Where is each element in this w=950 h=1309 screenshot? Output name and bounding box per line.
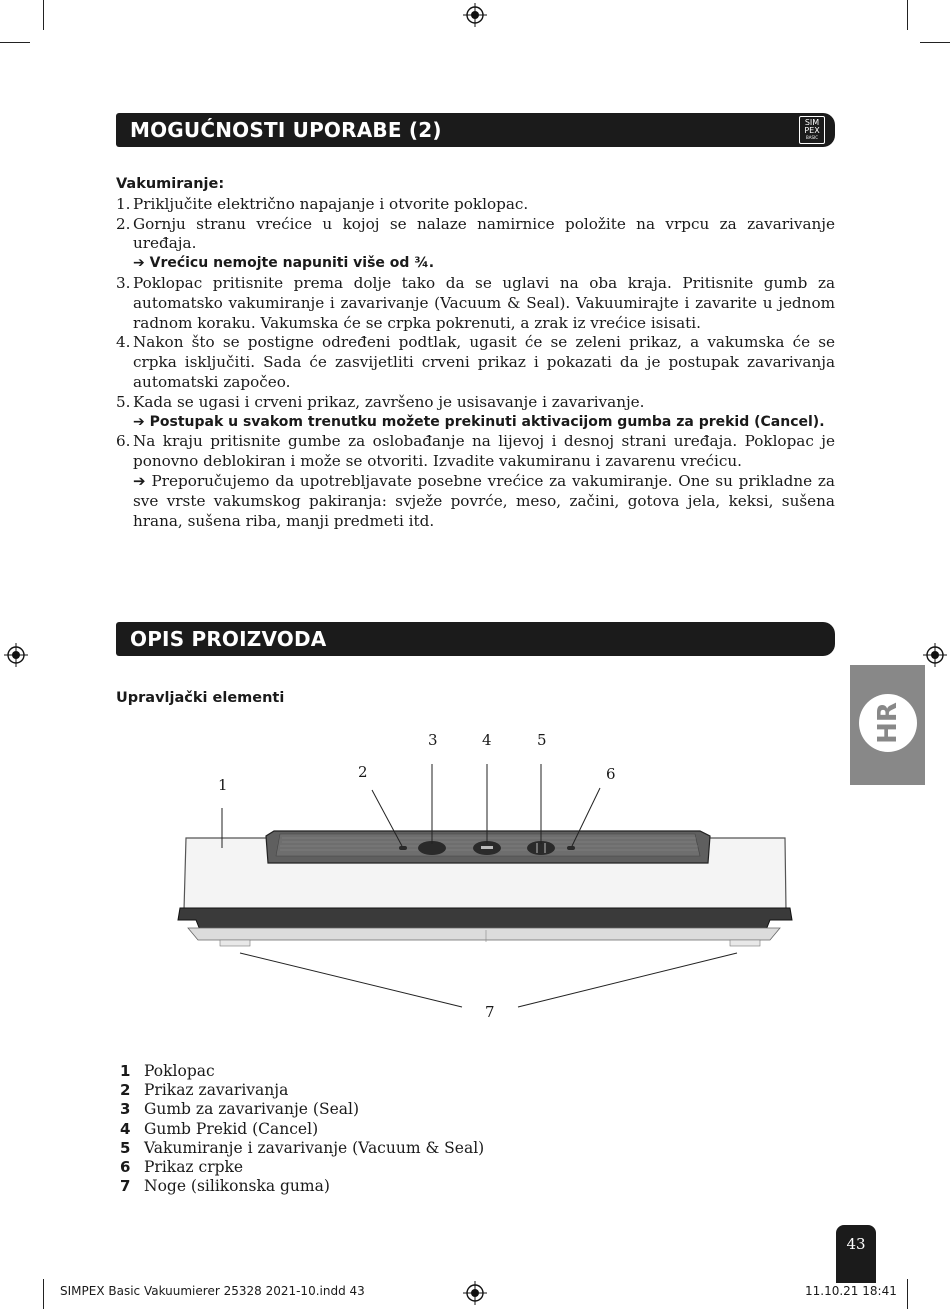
subheading: Upravljački elementi — [116, 690, 285, 706]
device-foot — [730, 940, 760, 946]
step-text: Poklopac pritisnite prema dolje tako da se uglavi na oba kraja. Pritisnite gumb za automatsko vakumiranje i zavarivanje (Vacuum & Seal). Vakuumirajte i zavarite u jednom radnom koraku. Vakumska će se crpka pokrenuti, a zrak iz vrećice isisati. — [133, 273, 835, 332]
legend-item — [120, 1158, 484, 1177]
registration-mark-icon — [923, 643, 947, 667]
subheading: Vakumiranje: — [116, 176, 225, 192]
step-text: Gornju stranu vrećice u kojoj se nalaze namirnice položite na vrpcu za zavarivanje uređaja. — [133, 214, 835, 253]
legend-number: 6 — [120, 1158, 131, 1177]
step-number: 2. — [116, 214, 131, 233]
legend-item — [120, 1139, 484, 1158]
legend-number: 1 — [120, 1062, 131, 1080]
section-header — [116, 113, 835, 147]
registration-mark-icon — [463, 3, 487, 27]
logo-text: BASIC — [806, 135, 818, 140]
legend-number: 3 — [120, 1100, 131, 1119]
list-item — [116, 195, 835, 215]
legend-item — [120, 1081, 484, 1100]
legend-item — [120, 1062, 484, 1081]
crop-mark — [0, 42, 30, 43]
seal-indicator — [399, 846, 407, 850]
registration-mark-icon — [4, 643, 28, 667]
list-item — [116, 432, 835, 472]
legend-label: Vakumiranje i zavarivanje (Vacuum & Seal) — [144, 1138, 485, 1157]
callout-5: 5 — [537, 731, 547, 749]
legend-item — [120, 1100, 484, 1119]
logo-text: PEX — [804, 126, 820, 135]
note: ➔ Postupak u svakom trenutku možete prekinuti aktivacijom gumba za prekid (Cancel). — [133, 413, 825, 430]
step-text: Kada se ugasi i crveni prikaz, završeno je usisavanje i zavarivanje. — [133, 392, 645, 411]
footer-timestamp: 11.10.21 18:41 — [805, 1284, 897, 1298]
legend-number: 4 — [120, 1119, 131, 1138]
callout-6: 6 — [606, 765, 616, 783]
registration-mark-icon — [463, 1281, 487, 1305]
callout-1: 1 — [218, 776, 228, 794]
legend-item — [120, 1177, 484, 1196]
legend-label: Noge (silikonska guma) — [144, 1177, 330, 1196]
step-number: 4. — [116, 333, 131, 352]
legend-number: 2 — [120, 1081, 131, 1100]
callout-7: 7 — [485, 1003, 495, 1021]
callout-3: 3 — [428, 731, 438, 749]
device-foot — [220, 940, 250, 946]
list-item — [116, 215, 835, 255]
legend-number: 7 — [120, 1177, 131, 1196]
language-tab — [850, 665, 925, 785]
legend-label: Gumb Prekid (Cancel) — [144, 1119, 319, 1138]
note: ➔ Vrećicu nemojte napuniti više od ¾. — [133, 255, 435, 272]
note: ➔ Preporučujemo da upotrebljavate posebne vrećice za vakumiranje. One su prikladne za sve vrste vakumskog pakiranja: svježe povrće, meso, začini, gotova jela, keksi, sušena hrana, sušena riba, manji predmeti itd. — [133, 471, 835, 530]
crop-mark — [43, 1279, 44, 1309]
legend-label: Poklopac — [144, 1062, 215, 1080]
step-number: 5. — [116, 392, 131, 411]
step-number: 3. — [116, 273, 131, 292]
device-illustration — [170, 760, 810, 1020]
step-text: Na kraju pritisnite gumbe za oslobađanje na lijevoj i desnoj strani uređaja. Poklopac je ponovno deblokiran i može se otvoriti. Izvadite vakumiranu i zavarenu vrećicu. — [133, 432, 835, 471]
legend-label: Prikaz crpke — [144, 1158, 244, 1177]
step-text: Priključite električno napajanje i otvorite poklopac. — [133, 194, 529, 213]
legend-label: Prikaz zavarivanja — [144, 1081, 289, 1100]
crop-mark — [920, 42, 950, 43]
page-number: 43 — [836, 1225, 876, 1283]
callout-4: 4 — [482, 731, 492, 749]
section-title: MOGUĆNOSTI UPORABE (2) — [130, 118, 442, 142]
section-header — [116, 622, 835, 656]
list-item — [116, 274, 835, 333]
instructions — [116, 175, 835, 531]
section-title: OPIS PROIZVODA — [130, 627, 327, 651]
simpex-logo — [799, 116, 825, 144]
legend-item — [120, 1120, 484, 1139]
step-number: 1. — [116, 194, 131, 213]
list-item — [116, 393, 835, 413]
legend-number: 5 — [120, 1138, 131, 1157]
device-band — [178, 908, 792, 930]
language-badge — [859, 694, 917, 752]
legend-label: Gumb za zavarivanje (Seal) — [144, 1100, 359, 1119]
step-number: 6. — [116, 432, 131, 451]
logo-text: SIM — [804, 118, 820, 127]
crop-mark — [907, 1279, 908, 1309]
crop-mark — [907, 0, 908, 30]
crop-mark — [43, 0, 44, 30]
step-text: Nakon što se postigne određeni podtlak, ugasit će se zeleni prikaz, a vakumska će se crpka isključiti. Sada će zasvijetliti crveni prikaz i pokazati da je postupak zavarivanja automatski započeo. — [133, 333, 835, 391]
language-code: HR — [873, 702, 903, 744]
pump-indicator — [567, 846, 575, 850]
parts-legend — [120, 1062, 484, 1196]
list-item — [116, 333, 835, 392]
callout-2: 2 — [358, 763, 368, 781]
footer-filename: SIMPEX Basic Vakuumierer 25328 2021-10.indd 43 — [60, 1284, 365, 1298]
